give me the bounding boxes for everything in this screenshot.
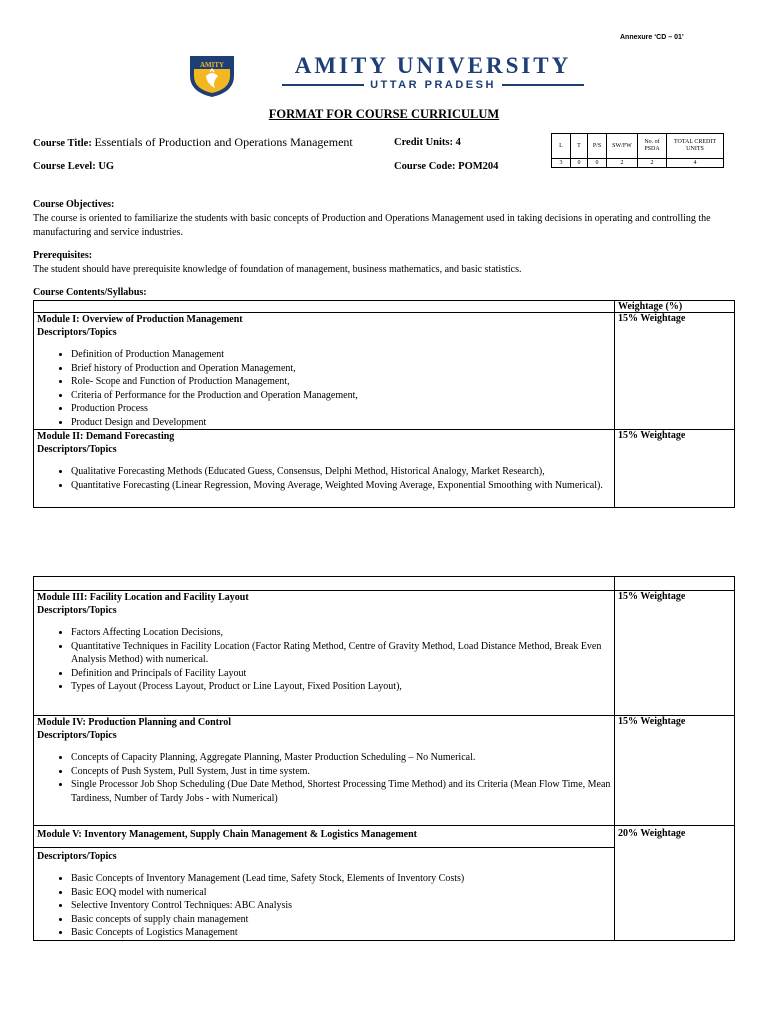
university-location: UTTAR PRADESH xyxy=(370,79,496,91)
list-item: • Factors Affecting Location Decisions, xyxy=(71,626,611,640)
credit-header: SW/FW xyxy=(607,134,638,159)
credit-value: 2 xyxy=(607,159,638,168)
module-row xyxy=(34,716,735,826)
descriptors-label: Descriptors/Topics xyxy=(37,327,117,338)
credit-value: 2 xyxy=(638,159,667,168)
svg-text:AMITY: AMITY xyxy=(199,61,225,69)
page-title: FORMAT FOR COURSE CURRICULUM xyxy=(268,107,500,121)
list-item: • Production Process xyxy=(71,402,611,416)
descriptors-label: Descriptors/Topics xyxy=(37,444,117,455)
list-item: • Brief history of Production and Operation Management, xyxy=(71,362,611,376)
university-header xyxy=(282,53,584,91)
list-item: • Role- Scope and Function of Production Management, xyxy=(71,375,611,389)
credit-header: T xyxy=(571,134,588,159)
module-weightage: 15% Weightage xyxy=(615,716,735,826)
credit-breakdown-table xyxy=(551,133,724,168)
university-name: AMITY UNIVERSITY xyxy=(294,53,572,78)
weightage-header: Weightage (%) xyxy=(615,301,735,313)
list-item: • Concepts of Push System, Pull System, Just in time system. xyxy=(71,765,611,779)
module-weightage: 15% Weightage xyxy=(615,591,735,716)
objectives-text: The course is oriented to familiarize the students with basic concepts of Production and Operations Management used in taking decisions in operating and controlling the manufacturing and service industries. xyxy=(33,213,711,238)
list-item: • Criteria of Performance for the Production and Operation Management, xyxy=(71,389,611,403)
list-item: • Basic Concepts of Inventory Management (Lead time, Safety Stock, Elements of Inventory Costs) xyxy=(71,872,611,886)
module-weightage: 15% Weightage xyxy=(615,430,735,508)
descriptors-label: Descriptors/Topics xyxy=(37,605,117,616)
descriptors-label: Descriptors/Topics xyxy=(37,730,117,741)
list-item: • Quantitative Forecasting (Linear Regression, Moving Average, Weighted Moving Average, Exponential Smoothing with Numerical). xyxy=(71,479,611,493)
credit-value: 3 xyxy=(552,159,571,168)
module-row xyxy=(34,591,735,716)
list-item: • Quantitative Techniques in Facility Location (Factor Rating Method, Centre of Gravity Method, Load Distance Method, Break Even Analysis Method) with numerical. xyxy=(71,640,611,667)
list-item: • Types of Layout (Process Layout, Product or Line Layout, Fixed Position Layout), xyxy=(71,680,611,694)
list-item: • Qualitative Forecasting Methods (Educated Guess, Consensus, Delphi Method, Historical Analogy, Market Research), xyxy=(71,465,611,479)
module-title: Module III: Facility Location and Facility Layout xyxy=(37,592,249,603)
list-item: • Basic concepts of supply chain management xyxy=(71,913,611,927)
university-subtitle xyxy=(282,79,584,91)
module-title: Module II: Demand Forecasting xyxy=(37,431,175,442)
course-title: Course Title: Essentials of Production and Operations Management xyxy=(33,135,353,149)
course-objectives: Course Objectives: The course is oriented to familiarize the students with basic concepts of Production and Operations Management used in taking decisions in operating and controlling the manufacturing and service industries. xyxy=(33,198,738,240)
list-item: • Definition and Principals of Facility Layout xyxy=(71,667,611,681)
module-title: Module IV: Production Planning and Control xyxy=(37,717,232,728)
list-item: • Single Processor Job Shop Scheduling (Due Date Method, Shortest Processing Time Method) and its Criteria (Mean Flow Time, Mean Tardiness, Number of Tardy Jobs - with Numerical) xyxy=(71,778,611,805)
syllabus-table-1 xyxy=(33,300,735,508)
module-weightage: 20% Weightage xyxy=(615,826,735,941)
list-item: • Definition of Production Management xyxy=(71,348,611,362)
course-level: Course Level: UG xyxy=(33,161,115,172)
credit-value: 4 xyxy=(667,159,724,168)
list-item: • Basic EOQ model with numerical xyxy=(71,886,611,900)
module-row xyxy=(34,313,735,430)
module-weightage: 15% Weightage xyxy=(615,313,735,430)
list-item: • Selective Inventory Control Techniques: ABC Analysis xyxy=(71,899,611,913)
credit-units: Credit Units: 4 xyxy=(394,137,461,148)
module-row xyxy=(34,430,735,508)
topic-list xyxy=(37,348,611,429)
topic-list xyxy=(37,751,611,805)
credit-header: L xyxy=(552,134,571,159)
list-item: • Concepts of Capacity Planning, Aggregate Planning, Master Production Scheduling – No Numerical. xyxy=(71,751,611,765)
list-item: • Basic Concepts of Logistics Management xyxy=(71,926,611,940)
prerequisites-text: The student should have prerequisite knowledge of foundation of management, business mathematics, and basic statistics. xyxy=(33,264,522,275)
credit-value: 0 xyxy=(571,159,588,168)
course-code: Course Code: POM204 xyxy=(394,161,499,172)
credit-header: P/S xyxy=(588,134,607,159)
prerequisites: Prerequisites: The student should have prerequisite knowledge of foundation of management, business mathematics, and basic statistics. xyxy=(33,249,738,277)
topic-list xyxy=(37,465,611,492)
module-row xyxy=(34,826,735,848)
list-item: • Product Design and Development xyxy=(71,416,611,430)
amity-logo xyxy=(186,52,238,98)
descriptors-label: Descriptors/Topics xyxy=(37,851,117,862)
credit-value: 0 xyxy=(588,159,607,168)
credit-header: TOTAL CREDIT UNITS xyxy=(667,134,724,159)
syllabus-table-2 xyxy=(33,576,735,941)
module-title: Module V: Inventory Management, Supply Chain Management & Logistics Management xyxy=(37,829,418,840)
module-title: Module I: Overview of Production Management xyxy=(37,314,243,325)
topic-list xyxy=(37,872,611,940)
credit-header: No. of PSDA xyxy=(638,134,667,159)
contents-label: Course Contents/Syllabus: xyxy=(33,287,147,298)
annexure-label: Annexure ‘CD – 01’ xyxy=(620,34,684,41)
topic-list xyxy=(37,626,611,694)
